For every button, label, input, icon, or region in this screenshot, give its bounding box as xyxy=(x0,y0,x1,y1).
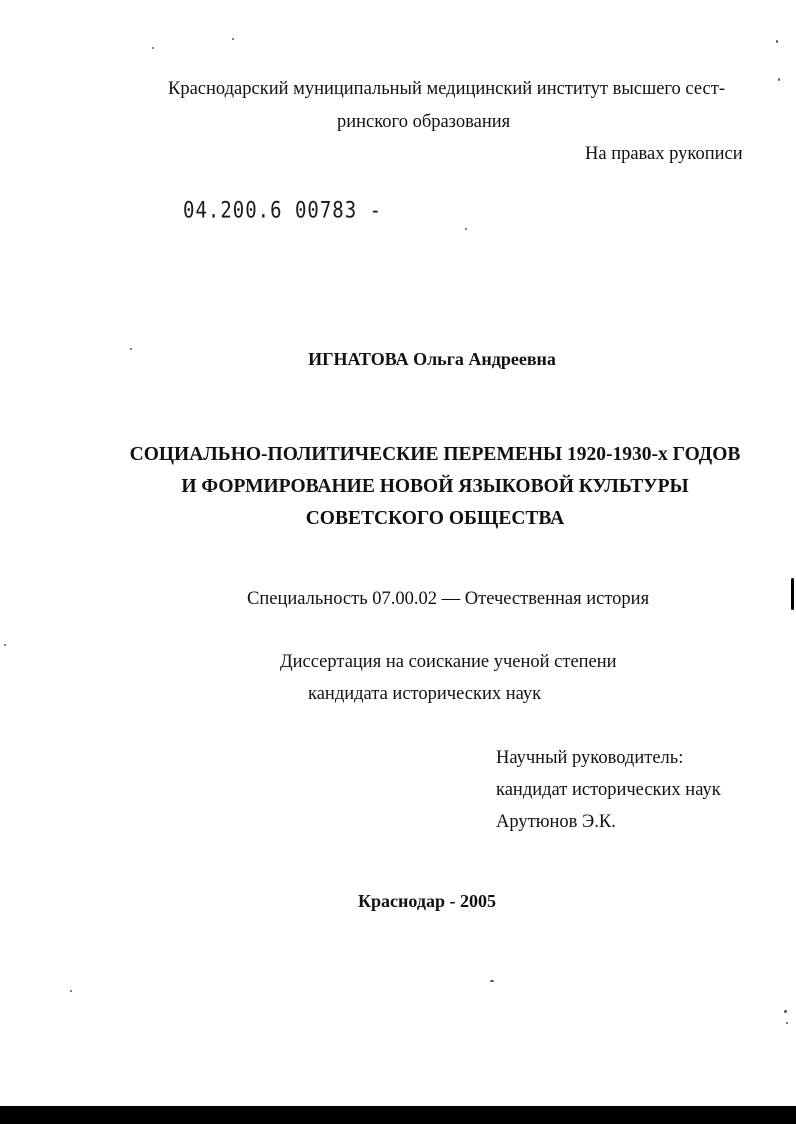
scan-speck xyxy=(70,990,72,992)
degree-line1: Диссертация на соискание ученой степени xyxy=(280,652,617,672)
scan-speck xyxy=(784,1010,787,1013)
scan-speck xyxy=(490,980,494,982)
author-name: ИГНАТОВА Ольга Андреевна xyxy=(308,349,556,369)
degree-line2: кандидата исторических наук xyxy=(308,684,542,704)
scan-speck xyxy=(776,40,778,43)
supervisor-degree: кандидат исторических наук xyxy=(496,780,721,800)
supervisor-name: Арутюнов Э.К. xyxy=(496,812,616,832)
institute-name-line1: Краснодарский муниципальный медицинский институт высшего сест- xyxy=(168,79,725,99)
scan-bottom-bar xyxy=(0,1106,796,1124)
dissertation-title-line2: И ФОРМИРОВАНИЕ НОВОЙ ЯЗЫКОВОЙ КУЛЬТУРЫ xyxy=(181,476,689,497)
scan-speck xyxy=(786,1022,788,1024)
scan-edge-mark xyxy=(791,578,794,610)
scan-speck xyxy=(4,644,6,646)
manuscript-rights-note: На правах рукописи xyxy=(585,144,743,164)
registration-number-stamp: 04.200.6 00783 - xyxy=(183,198,383,224)
scan-speck xyxy=(778,78,780,81)
dissertation-title-line1: СОЦИАЛЬНО-ПОЛИТИЧЕСКИЕ ПЕРЕМЕНЫ 1920-1930-х ГОДОВ xyxy=(129,444,741,465)
scan-speck xyxy=(232,38,234,40)
scan-speck xyxy=(465,228,467,230)
scan-speck xyxy=(130,348,132,350)
scan-speck xyxy=(152,47,154,49)
specialty: Специальность 07.00.02 — Отечественная история xyxy=(247,589,650,609)
city-year: Краснодар - 2005 xyxy=(357,891,496,911)
dissertation-title-line3: СОВЕТСКОГО ОБЩЕСТВА xyxy=(305,508,565,529)
supervisor-label: Научный руководитель: xyxy=(496,748,684,768)
institute-name-line2: ринского образования xyxy=(337,112,511,132)
